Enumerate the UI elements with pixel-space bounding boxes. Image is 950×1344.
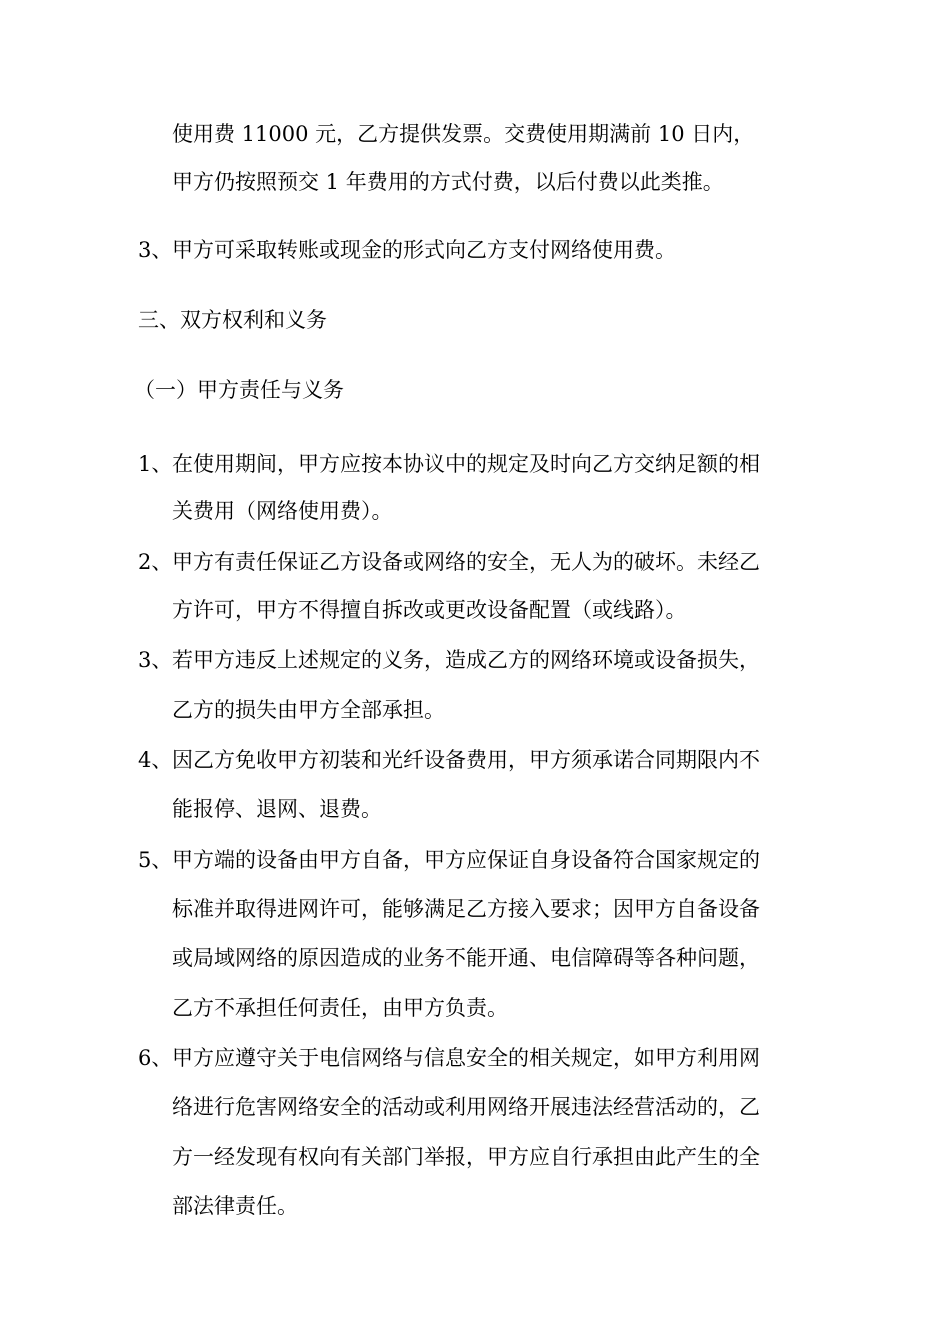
- payment-method-item: [138, 237, 676, 263]
- list-item-5-line-2: 标准并取得进网许可，能够满足乙方接入要求；因甲方自备设备: [172, 897, 760, 921]
- item-text: 甲方有责任保证乙方设备或网络的安全，无人为的破坏。未经乙: [172, 550, 760, 574]
- list-item-5-line-4: 乙方不承担任何责任，由甲方负责。: [172, 996, 508, 1020]
- subsection-heading: （一）甲方责任与义务: [134, 378, 344, 402]
- list-item-4-line-1: [138, 747, 760, 773]
- item-text: 甲方可采取转账或现金的形式向乙方支付网络使用费。: [172, 238, 676, 262]
- item-text: 甲方应遵守关于电信网络与信息安全的相关规定，如甲方利用网: [172, 1046, 760, 1070]
- continuation-line-2: 甲方仍按照预交 1 年费用的方式付费，以后付费以此类推。: [172, 170, 724, 194]
- list-item-6-line-2: 络进行危害网络安全的活动或利用网络开展违法经营活动的，乙: [172, 1095, 760, 1119]
- list-item-1-line-2: 关费用（网络使用费）。: [172, 499, 393, 523]
- item-text: 在使用期间，甲方应按本协议中的规定及时向乙方交纳足额的相: [172, 452, 760, 476]
- item-number: 4、: [138, 748, 173, 772]
- item-number: 3、: [138, 238, 173, 262]
- continuation-line-1: 使用费 11000 元，乙方提供发票。交费使用期满前 10 日内，: [172, 122, 755, 146]
- list-item-4-line-2: 能报停、退网、退费。: [172, 797, 382, 821]
- list-item-5-line-3: 或局域网络的原因造成的业务不能开通、电信障碍等各种问题，: [172, 946, 760, 970]
- list-item-5-line-1: [138, 847, 760, 873]
- item-number: 2、: [138, 550, 173, 574]
- list-item-6-line-3: 方一经发现有权向有关部门举报，甲方应自行承担由此产生的全: [172, 1145, 760, 1169]
- item-number: 5、: [138, 848, 173, 872]
- item-number: 6、: [138, 1046, 173, 1070]
- list-item-2-line-2: 方许可，甲方不得擅自拆改或更改设备配置（或线路）。: [172, 598, 687, 622]
- list-item-2-line-1: [138, 549, 760, 575]
- item-text: 若甲方违反上述规定的义务，造成乙方的网络环境或设备损失，: [172, 648, 760, 672]
- item-text: 甲方端的设备由甲方自备，甲方应保证自身设备符合国家规定的: [172, 848, 760, 872]
- list-item-1-line-1: [138, 451, 760, 477]
- list-item-6-line-1: [138, 1045, 760, 1071]
- list-item-3-line-1: [138, 647, 760, 673]
- item-number: 1、: [138, 452, 173, 476]
- item-text: 因乙方免收甲方初装和光纤设备费用，甲方须承诺合同期限内不: [172, 748, 760, 772]
- list-item-6-line-4: 部法律责任。: [172, 1194, 298, 1218]
- list-item-3-line-2: 乙方的损失由甲方全部承担。: [172, 698, 445, 722]
- section-heading: 三、双方权利和义务: [138, 308, 327, 332]
- item-number: 3、: [138, 648, 173, 672]
